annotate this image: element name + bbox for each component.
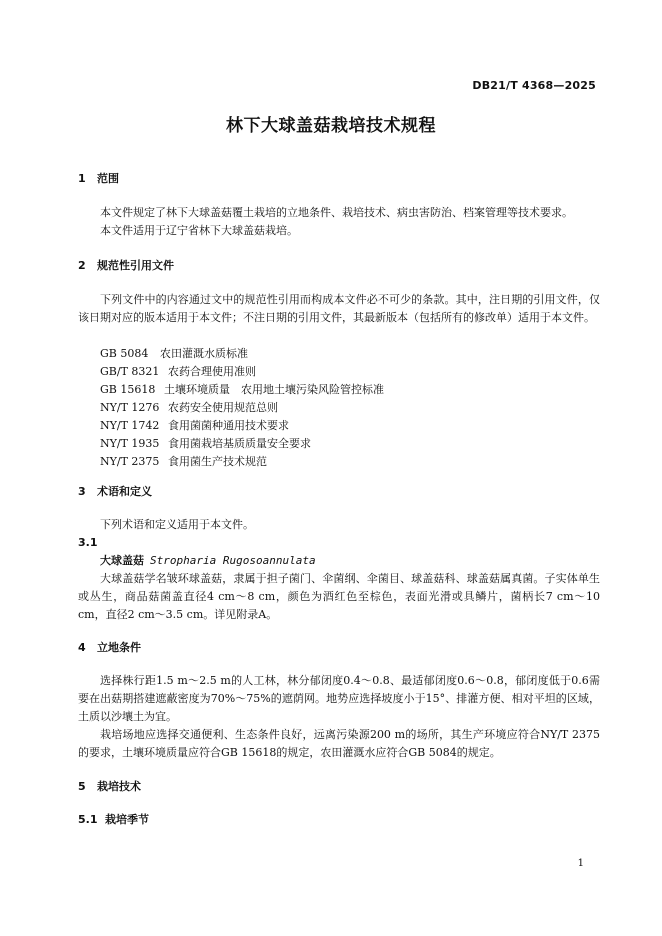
reference-title: 食用菌生产技术规范 — [168, 455, 267, 468]
reference-item — [100, 435, 311, 453]
reference-title: 食用菌菌种通用技术要求 — [168, 419, 289, 432]
section-title: 规范性引用文件 — [97, 259, 174, 272]
reference-code: NY/T 1742 — [100, 419, 160, 432]
reference-item — [100, 363, 256, 381]
reference-title: 食用菌栽培基质质量安全要求 — [168, 437, 311, 450]
reference-item — [100, 345, 248, 363]
section-title: 立地条件 — [97, 641, 141, 654]
reference-title: 农药安全使用规范总则 — [168, 401, 278, 414]
term-number: 3.1 — [78, 536, 98, 549]
section-3-paragraph-1: 下列术语和定义适用于本文件。 — [100, 518, 254, 531]
section-number: 1 — [78, 172, 86, 185]
term-chinese: 大球盖菇 — [100, 554, 144, 567]
section-2-paragraph-1: 下列文件中的内容通过文中的规范性引用而构成本文件必不可少的条款。其中，注日期的引用文件，仅该日期对应的版本适用于本文件；不注日期的引用文件，其最新版本（包括所有的修改单）适用于本文件。 — [78, 293, 600, 324]
reference-item — [100, 453, 267, 471]
reference-item — [100, 399, 278, 417]
section-4-paragraph-2: 栽培场地应选择交通便利、生态条件良好，远离污染源200 m的场所，其生产环境应符合NY/T 2375的要求，土壤环境质量应符合GB 15618的规定，农田灌溉水应符合GB 5084的规定。 — [78, 728, 600, 759]
reference-item — [100, 381, 384, 399]
section-5-heading — [78, 779, 141, 795]
reference-title: 农田灌溉水质标准 — [160, 347, 248, 360]
section-title: 范围 — [97, 172, 119, 185]
section-4-heading — [78, 640, 141, 656]
page-number: 1 — [577, 858, 584, 869]
section-3-heading — [78, 484, 152, 500]
subsection-number: 5.1 — [78, 813, 98, 826]
reference-code: NY/T 1276 — [100, 401, 160, 414]
section-title: 栽培技术 — [97, 780, 141, 793]
section-number: 2 — [78, 259, 86, 272]
section-4-paragraph-1: 选择株行距1.5 m～2.5 m的人工林，林分郁闭度0.4～0.8、最适郁闭度0.6～0.8，郁闭度低于0.6需要在出菇期搭建遮蔽密度为70%～75%的遮荫网。地势应选择坡度小于15°、排灌方便、相对平坦的区域，土质以沙壤土为宜。 — [78, 674, 600, 723]
reference-title: 土壤环境质量 农用地土壤污染风险管控标准 — [164, 383, 384, 396]
subsection-title: 栽培季节 — [105, 813, 149, 826]
reference-title: 农药合理使用准则 — [168, 365, 256, 378]
section-2-heading — [78, 258, 174, 274]
section-number: 3 — [78, 485, 86, 498]
section-1-paragraph-2: 本文件适用于辽宁省林下大球盖菇栽培。 — [100, 224, 298, 237]
document-title: 林下大球盖菇栽培技术规程 — [226, 116, 436, 136]
section-1-paragraph-1: 本文件规定了林下大球盖菇覆土栽培的立地条件、栽培技术、病虫害防治、档案管理等技术要求。 — [100, 206, 573, 219]
section-title: 术语和定义 — [97, 485, 152, 498]
reference-code: GB 5084 — [100, 347, 149, 360]
reference-code: GB/T 8321 — [100, 365, 160, 378]
reference-code: GB 15618 — [100, 383, 156, 396]
term-english: Stropharia Rugosoannulata — [150, 554, 316, 567]
term-definition: 大球盖菇学名皱环球盖菇，隶属于担子菌门、伞菌纲、伞菌目、球盖菇科、球盖菇属真菌。子实体单生或丛生，商品菇菌盖直径4 cm～8 cm，颜色为酒红色至棕色，表面光滑或具鳞片，菌柄长7 cm～10 cm，直径2 cm～3.5 cm。详见附录A。 — [78, 572, 600, 621]
section-number: 4 — [78, 641, 86, 654]
subsection-5-1-heading — [78, 812, 149, 828]
section-1-heading — [78, 171, 119, 187]
section-number: 5 — [78, 780, 86, 793]
document-code: DB21/T 4368—2025 — [472, 79, 596, 92]
reference-item — [100, 417, 289, 435]
reference-code: NY/T 1935 — [100, 437, 160, 450]
term-entry — [100, 552, 316, 570]
reference-code: NY/T 2375 — [100, 455, 160, 468]
